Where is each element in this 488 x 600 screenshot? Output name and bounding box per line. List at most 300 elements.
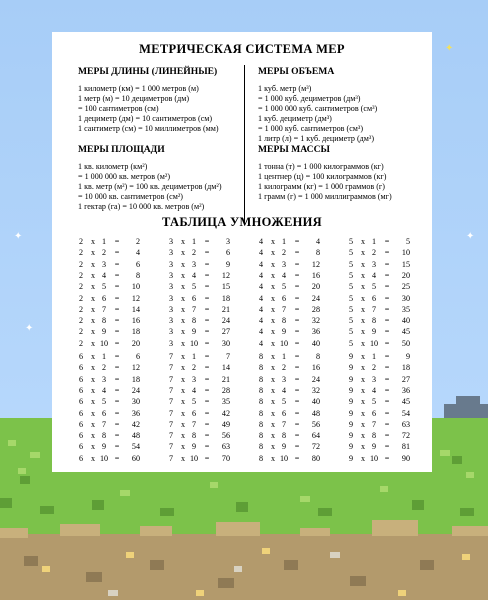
product: 90 xyxy=(401,453,410,463)
length-line: = 100 сантиметров (см) xyxy=(78,104,159,113)
equals-sign: = xyxy=(294,270,300,280)
factor: 7 xyxy=(168,397,174,407)
times-sign: x xyxy=(270,419,276,429)
factor: 2 xyxy=(78,327,84,337)
equals-sign: = xyxy=(114,304,120,314)
times-sign: x xyxy=(90,453,96,463)
times-sign: x xyxy=(270,363,276,373)
column-divider xyxy=(244,65,245,225)
times-sign: x xyxy=(360,385,366,395)
equals-sign: = xyxy=(114,408,120,418)
times-sign: x xyxy=(180,374,186,384)
multiplier: 9 xyxy=(101,442,107,452)
product: 32 xyxy=(311,385,320,395)
equals-sign: = xyxy=(204,374,210,384)
factor: 8 xyxy=(258,453,264,463)
equals-sign: = xyxy=(204,408,210,418)
volume-line: 1 куб. дециметр (дм³) xyxy=(258,114,332,123)
product: 24 xyxy=(311,293,320,303)
factor: 9 xyxy=(348,385,354,395)
factor: 6 xyxy=(78,352,84,361)
equals-sign: = xyxy=(204,293,210,303)
equals-sign: = xyxy=(204,237,210,246)
equals-sign: = xyxy=(384,327,390,337)
factor: 9 xyxy=(348,419,354,429)
factor: 5 xyxy=(348,327,354,337)
times-sign: x xyxy=(180,338,186,348)
product: 12 xyxy=(131,363,140,373)
multiplier: 9 xyxy=(191,442,197,452)
multiplier: 3 xyxy=(101,374,107,384)
equals-sign: = xyxy=(294,316,300,326)
times-sign: x xyxy=(360,248,366,258)
multiplier: 9 xyxy=(281,442,287,452)
product: 80 xyxy=(311,453,320,463)
equals-sign: = xyxy=(114,419,120,429)
multiplier: 1 xyxy=(371,352,377,361)
multiplier: 1 xyxy=(191,352,197,361)
section-volume xyxy=(258,66,377,144)
product: 35 xyxy=(401,304,410,314)
factor: 5 xyxy=(348,316,354,326)
factor: 5 xyxy=(348,304,354,314)
times-sign: x xyxy=(360,363,366,373)
times-sign: x xyxy=(360,282,366,292)
product: 4 xyxy=(315,237,320,246)
factor: 4 xyxy=(258,282,264,292)
equals-sign: = xyxy=(204,304,210,314)
product: 18 xyxy=(131,327,140,337)
product: 30 xyxy=(131,397,140,407)
product: 16 xyxy=(311,363,320,373)
multiplier: 4 xyxy=(371,385,377,395)
product: 9 xyxy=(405,352,410,361)
equals-sign: = xyxy=(204,282,210,292)
multiplier: 8 xyxy=(281,316,287,326)
equals-sign: = xyxy=(294,408,300,418)
equals-sign: = xyxy=(384,304,390,314)
product: 72 xyxy=(401,431,410,441)
product: 18 xyxy=(221,293,230,303)
product: 40 xyxy=(311,397,320,407)
times-sign: x xyxy=(180,248,186,258)
equals-sign: = xyxy=(384,453,390,463)
factor: 3 xyxy=(168,327,174,337)
multiplier: 4 xyxy=(281,385,287,395)
times-sign: x xyxy=(90,442,96,452)
factor: 2 xyxy=(78,293,84,303)
product: 63 xyxy=(221,442,230,452)
times-sign: x xyxy=(90,327,96,337)
multiplier: 2 xyxy=(191,248,197,258)
factor: 6 xyxy=(78,385,84,395)
multiplier: 2 xyxy=(191,363,197,373)
multiplier: 1 xyxy=(101,352,107,361)
equals-sign: = xyxy=(114,385,120,395)
times-sign: x xyxy=(180,431,186,441)
multiplier: 10 xyxy=(279,338,289,348)
product: 6 xyxy=(135,259,140,269)
product: 70 xyxy=(221,453,230,463)
equals-sign: = xyxy=(114,397,120,407)
factor: 4 xyxy=(258,338,264,348)
product: 30 xyxy=(221,338,230,348)
product: 4 xyxy=(135,248,140,258)
product: 24 xyxy=(131,385,140,395)
factor: 6 xyxy=(78,374,84,384)
multiplier: 3 xyxy=(371,259,377,269)
sparkle-icon: ✦ xyxy=(14,231,23,242)
multiplier: 2 xyxy=(101,363,107,373)
times-sign: x xyxy=(270,352,276,361)
multiplier: 7 xyxy=(101,419,107,429)
page-title: МЕТРИЧЕСКАЯ СИСТЕМА МЕР xyxy=(139,42,345,56)
equals-sign: = xyxy=(294,338,300,348)
multiplier: 2 xyxy=(371,363,377,373)
times-sign: x xyxy=(360,419,366,429)
times-sign: x xyxy=(90,419,96,429)
equals-sign: = xyxy=(294,419,300,429)
multiplier: 5 xyxy=(191,397,197,407)
equals-sign: = xyxy=(384,248,390,258)
equals-sign: = xyxy=(204,385,210,395)
times-sign: x xyxy=(270,397,276,407)
factor: 3 xyxy=(168,259,174,269)
equals-sign: = xyxy=(114,316,120,326)
equals-sign: = xyxy=(204,327,210,337)
times-sign: x xyxy=(270,374,276,384)
product: 6 xyxy=(135,352,140,361)
product: 27 xyxy=(221,327,230,337)
product: 42 xyxy=(221,408,230,418)
length-line: 1 дециметр (дм) = 10 сантиметров (см) xyxy=(78,114,213,123)
multiplier: 4 xyxy=(371,270,377,280)
multiplier: 2 xyxy=(281,363,287,373)
times-sign: x xyxy=(360,397,366,407)
multiplier: 10 xyxy=(369,453,379,463)
equals-sign: = xyxy=(114,352,120,361)
multiplier: 5 xyxy=(371,282,377,292)
factor: 3 xyxy=(168,248,174,258)
multiplier: 6 xyxy=(191,293,197,303)
product: 20 xyxy=(311,282,320,292)
times-sign: x xyxy=(360,270,366,280)
times-sign: x xyxy=(180,419,186,429)
product: 6 xyxy=(225,248,230,258)
multiplier: 7 xyxy=(371,304,377,314)
equals-sign: = xyxy=(204,352,210,361)
factor: 2 xyxy=(78,316,84,326)
times-sign: x xyxy=(360,304,366,314)
equals-sign: = xyxy=(384,419,390,429)
equals-sign: = xyxy=(384,374,390,384)
factor: 2 xyxy=(78,282,84,292)
times-sign: x xyxy=(90,248,96,258)
multiplier: 3 xyxy=(101,259,107,269)
factor: 8 xyxy=(258,397,264,407)
times-sign: x xyxy=(180,282,186,292)
equals-sign: = xyxy=(384,352,390,361)
times-sign: x xyxy=(270,442,276,452)
section-heading-length: МЕРЫ ДЛИНЫ (ЛИНЕЙНЫЕ) xyxy=(78,66,218,77)
equals-sign: = xyxy=(114,327,120,337)
factor: 9 xyxy=(348,363,354,373)
times-sign: x xyxy=(180,316,186,326)
product: 16 xyxy=(311,270,320,280)
multiplier: 3 xyxy=(281,259,287,269)
volume-line: 1 литр (л) = 1 куб. дециметр (дм³) xyxy=(258,134,375,143)
equals-sign: = xyxy=(384,338,390,348)
factor: 4 xyxy=(258,248,264,258)
times-sign: x xyxy=(270,408,276,418)
section-heading-area: МЕРЫ ПЛОЩАДИ xyxy=(78,144,165,155)
equals-sign: = xyxy=(204,442,210,452)
multiplier: 8 xyxy=(101,316,107,326)
multiplier: 7 xyxy=(191,304,197,314)
factor: 6 xyxy=(78,419,84,429)
times-sign: x xyxy=(90,374,96,384)
equals-sign: = xyxy=(384,442,390,452)
multiplier: 6 xyxy=(371,293,377,303)
factor: 5 xyxy=(348,248,354,258)
multiplier: 8 xyxy=(191,316,197,326)
times-sign: x xyxy=(180,293,186,303)
factor: 5 xyxy=(348,259,354,269)
equals-sign: = xyxy=(294,293,300,303)
factor: 6 xyxy=(78,408,84,418)
mass-line: 1 грамм (г) = 1 000 миллиграммов (мг) xyxy=(258,192,392,201)
factor: 7 xyxy=(168,374,174,384)
times-sign: x xyxy=(90,282,96,292)
times-sign: x xyxy=(360,431,366,441)
multiplier: 1 xyxy=(281,237,287,246)
product: 18 xyxy=(131,374,140,384)
equals-sign: = xyxy=(384,259,390,269)
factor: 8 xyxy=(258,408,264,418)
equals-sign: = xyxy=(114,453,120,463)
multiplier: 9 xyxy=(191,327,197,337)
multiplier: 8 xyxy=(191,431,197,441)
multiplier: 10 xyxy=(189,453,199,463)
product: 28 xyxy=(221,385,230,395)
mass-line: 1 килограмм (кг) = 1 000 граммов (г) xyxy=(258,182,385,191)
multiplier: 7 xyxy=(191,419,197,429)
equals-sign: = xyxy=(204,248,210,258)
equals-sign: = xyxy=(294,363,300,373)
times-sign: x xyxy=(270,237,276,246)
times-sign: x xyxy=(360,293,366,303)
factor: 9 xyxy=(348,352,354,361)
times-sign: x xyxy=(360,442,366,452)
product: 8 xyxy=(315,248,320,258)
times-sign: x xyxy=(180,304,186,314)
equals-sign: = xyxy=(294,442,300,452)
factor: 8 xyxy=(258,363,264,373)
multiplier: 4 xyxy=(101,270,107,280)
product: 56 xyxy=(221,431,230,441)
area-line: 1 гектар (га) = 10 000 кв. метров (м²) xyxy=(78,202,205,211)
factor: 7 xyxy=(168,431,174,441)
equals-sign: = xyxy=(384,316,390,326)
volume-line: = 1 000 000 куб. сантиметров (см³) xyxy=(258,104,378,113)
factor: 4 xyxy=(258,259,264,269)
times-sign: x xyxy=(360,374,366,384)
times-sign: x xyxy=(270,259,276,269)
equals-sign: = xyxy=(384,397,390,407)
multiplier: 4 xyxy=(191,385,197,395)
product: 20 xyxy=(131,338,140,348)
product: 8 xyxy=(315,352,320,361)
equals-sign: = xyxy=(294,259,300,269)
length-line: 1 километр (км) = 1 000 метров (м) xyxy=(78,84,199,93)
multiplier: 6 xyxy=(191,408,197,418)
times-sign: x xyxy=(90,293,96,303)
times-sign: x xyxy=(270,431,276,441)
multiplier: 10 xyxy=(189,338,199,348)
multiplier: 9 xyxy=(281,327,287,337)
factor: 5 xyxy=(348,270,354,280)
product: 18 xyxy=(401,363,410,373)
product: 48 xyxy=(311,408,320,418)
product: 63 xyxy=(401,419,410,429)
times-sign: x xyxy=(180,270,186,280)
equals-sign: = xyxy=(114,363,120,373)
multiplier: 1 xyxy=(191,237,197,246)
equals-sign: = xyxy=(204,397,210,407)
multiplier: 5 xyxy=(101,397,107,407)
factor: 7 xyxy=(168,442,174,452)
times-sign: x xyxy=(270,453,276,463)
product: 15 xyxy=(401,259,410,269)
product: 45 xyxy=(401,397,410,407)
multiplier: 2 xyxy=(371,248,377,258)
equals-sign: = xyxy=(384,363,390,373)
times-sign: x xyxy=(360,453,366,463)
product: 12 xyxy=(311,259,320,269)
times-sign: x xyxy=(90,338,96,348)
times-sign: x xyxy=(90,352,96,361)
times-sign: x xyxy=(180,442,186,452)
factor: 9 xyxy=(348,431,354,441)
multiplier: 8 xyxy=(371,316,377,326)
times-sign: x xyxy=(270,248,276,258)
multiplier: 8 xyxy=(101,431,107,441)
factor: 7 xyxy=(168,363,174,373)
equals-sign: = xyxy=(384,408,390,418)
equals-sign: = xyxy=(294,304,300,314)
times-sign: x xyxy=(180,408,186,418)
equals-sign: = xyxy=(114,282,120,292)
equals-sign: = xyxy=(294,248,300,258)
times-sign: x xyxy=(180,237,186,246)
volume-line: = 1 000 куб. дециметров (дм³) xyxy=(258,94,361,103)
area-line: = 10 000 кв. сантиметров (см²) xyxy=(78,192,183,201)
equals-sign: = xyxy=(384,431,390,441)
area-line: 1 кв. километр (км²) xyxy=(78,162,148,171)
equals-sign: = xyxy=(204,338,210,348)
equals-sign: = xyxy=(384,282,390,292)
times-sign: x xyxy=(360,408,366,418)
product: 25 xyxy=(401,282,410,292)
reference-sheet xyxy=(52,32,432,472)
factor: 5 xyxy=(348,338,354,348)
factor: 4 xyxy=(258,293,264,303)
equals-sign: = xyxy=(114,338,120,348)
equals-sign: = xyxy=(294,374,300,384)
equals-sign: = xyxy=(294,385,300,395)
factor: 8 xyxy=(258,352,264,361)
volume-line: 1 куб. метр (м³) xyxy=(258,84,312,93)
factor: 3 xyxy=(168,316,174,326)
equals-sign: = xyxy=(114,248,120,258)
times-sign: x xyxy=(90,397,96,407)
product: 14 xyxy=(221,363,230,373)
equals-sign: = xyxy=(294,431,300,441)
times-sign: x xyxy=(180,453,186,463)
length-line: 1 метр (м) = 10 дециметров (дм) xyxy=(78,94,190,103)
product: 72 xyxy=(311,442,320,452)
multiplier: 10 xyxy=(99,338,109,348)
factor: 8 xyxy=(258,431,264,441)
product: 54 xyxy=(401,408,410,418)
sparkle-icon: ✦ xyxy=(445,43,454,54)
area-line: 1 кв. метр (м²) = 100 кв. дециметров (дм²) xyxy=(78,182,222,191)
factor: 2 xyxy=(78,270,84,280)
multiplier: 4 xyxy=(101,385,107,395)
multiplier: 3 xyxy=(281,374,287,384)
product: 7 xyxy=(225,352,230,361)
factor: 6 xyxy=(78,442,84,452)
product: 42 xyxy=(131,419,140,429)
product: 56 xyxy=(311,419,320,429)
times-sign: x xyxy=(90,304,96,314)
equals-sign: = xyxy=(294,282,300,292)
factor: 3 xyxy=(168,237,174,246)
volume-line: = 1 000 куб. сантиметров (см³) xyxy=(258,124,364,133)
multiplier: 10 xyxy=(99,453,109,463)
factor: 9 xyxy=(348,374,354,384)
factor: 4 xyxy=(258,270,264,280)
product: 27 xyxy=(401,374,410,384)
equals-sign: = xyxy=(114,374,120,384)
factor: 6 xyxy=(78,453,84,463)
mass-line: 1 тонна (т) = 1 000 килограммов (кг) xyxy=(258,162,384,171)
section-area xyxy=(78,144,222,212)
equals-sign: = xyxy=(114,237,120,246)
product: 28 xyxy=(311,304,320,314)
multiplier: 5 xyxy=(281,397,287,407)
product: 32 xyxy=(311,316,320,326)
factor: 2 xyxy=(78,248,84,258)
times-sign: x xyxy=(90,316,96,326)
factor: 3 xyxy=(168,304,174,314)
times-sign: x xyxy=(180,259,186,269)
equals-sign: = xyxy=(204,453,210,463)
times-sign: x xyxy=(270,327,276,337)
multiplier: 6 xyxy=(281,408,287,418)
times-sign: x xyxy=(180,352,186,361)
length-line: 1 сантиметр (см) = 10 миллиметров (мм) xyxy=(78,124,219,133)
multiplier: 6 xyxy=(371,408,377,418)
equals-sign: = xyxy=(204,316,210,326)
multiplier: 9 xyxy=(371,442,377,452)
product: 30 xyxy=(401,293,410,303)
factor: 6 xyxy=(78,363,84,373)
equals-sign: = xyxy=(384,385,390,395)
area-line: = 1 000 000 кв. метров (м²) xyxy=(78,172,171,181)
factor: 3 xyxy=(168,293,174,303)
factor: 6 xyxy=(78,431,84,441)
